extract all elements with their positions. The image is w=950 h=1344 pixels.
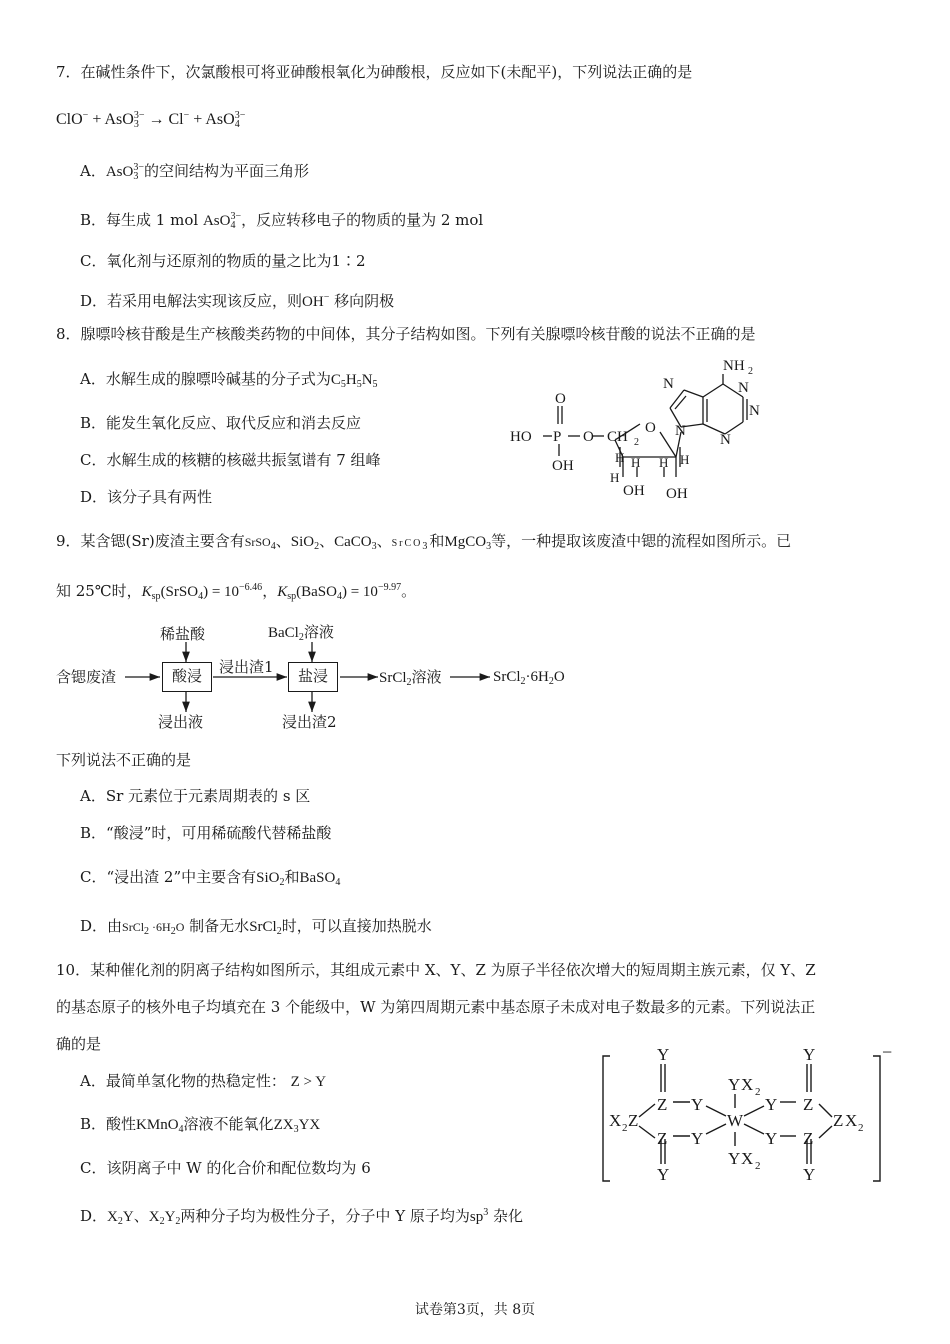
q10-option-d: D．$X_2Y$、$X_2Y_2$两种分子均为极性分子，分子中 Y 原子均为$sp^3$ 杂化 bbox=[80, 1207, 524, 1227]
svg-text:Y: Y bbox=[728, 1075, 741, 1094]
svg-text:2: 2 bbox=[755, 1160, 761, 1172]
q8-stem: 8．腺嘌呤核苷酸是生产核酸类药物的中间体，其分子结构如图。下列有关腺嘌呤核苷酸的说法不正确的是 bbox=[56, 325, 756, 343]
svg-text:N: N bbox=[663, 376, 674, 392]
svg-text:H: H bbox=[680, 452, 690, 467]
svg-text:Z: Z bbox=[657, 1129, 668, 1148]
flow-box-acid-leach: 酸浸 bbox=[162, 662, 212, 692]
svg-text:H: H bbox=[631, 455, 641, 470]
q9-option-a: A．Sr 元素位于元素周期表的 s 区 bbox=[80, 787, 311, 805]
svg-text:Z: Z bbox=[803, 1095, 814, 1114]
svg-text:O: O bbox=[555, 391, 566, 407]
svg-text:OH: OH bbox=[552, 458, 574, 474]
svg-text:N: N bbox=[738, 380, 749, 396]
svg-text:Y: Y bbox=[691, 1129, 704, 1148]
flow-box-salt-leach: 盐浸 bbox=[288, 662, 338, 692]
svg-text:−: − bbox=[882, 1044, 893, 1062]
svg-text:O: O bbox=[583, 429, 594, 445]
q8-option-d: D．该分子具有两性 bbox=[80, 488, 213, 506]
svg-text:2: 2 bbox=[634, 437, 639, 448]
q9-option-c: C．“浸出渣 2”中主要含有SiO$_2$和BaSO$_4$ bbox=[80, 868, 341, 888]
svg-text:N: N bbox=[720, 432, 731, 448]
flow-input: 含锶废渣 bbox=[56, 668, 117, 686]
svg-text:O: O bbox=[645, 420, 656, 436]
q7-option-c: C．氧化剂与还原剂的物质的量之比为1∶2 bbox=[80, 252, 366, 270]
q7-option-b: B．每生成 1 mol AsO$_4^{3-}$，反应转移电子的物质的量为 2 mol bbox=[80, 211, 484, 231]
q9-known-data: 知 25℃时，$K_{sp}(SrSO_4) = 10^{-6.46}$，$K_{sp}(BaSO_4) = 10^{-9.97}$。 bbox=[56, 582, 417, 602]
svg-text:2: 2 bbox=[858, 1122, 864, 1134]
flow-residue-1: 浸出渣1 bbox=[219, 658, 274, 676]
flow-leachate: 浸出液 bbox=[158, 713, 204, 731]
svg-text:Y: Y bbox=[657, 1165, 670, 1184]
q8-option-b: B．能发生氧化反应、取代反应和消去反应 bbox=[80, 414, 362, 432]
svg-text:Y: Y bbox=[765, 1129, 778, 1148]
svg-text:2: 2 bbox=[748, 366, 753, 377]
svg-text:Y: Y bbox=[765, 1095, 778, 1114]
svg-text:W: W bbox=[727, 1111, 744, 1130]
svg-text:X: X bbox=[741, 1075, 754, 1094]
q10-stem-line1: 10．某种催化剂的阴离子结构如图所示，其组成元素中 X、Y、Z 为原子半径依次增大的短周期主族元素，仅 Y、Z bbox=[56, 961, 816, 979]
svg-text:X: X bbox=[845, 1111, 858, 1130]
q8-option-c: C．水解生成的核糖的核磁共振氢谱有 7 组峰 bbox=[80, 451, 381, 469]
anion-structure-diagram bbox=[598, 1044, 898, 1189]
svg-text:OH: OH bbox=[623, 483, 645, 499]
flow-residue-2: 浸出渣2 bbox=[282, 713, 337, 731]
svg-text:NH: NH bbox=[723, 358, 745, 374]
q10-stem-line3: 确的是 bbox=[56, 1035, 102, 1053]
q7-option-d: D．若采用电解法实现该反应，则OH− 移向阴极 bbox=[80, 292, 395, 310]
q9-option-d: D．由SrCl$_2$ $\cdot 6H_2O$ 制备无水SrCl$_2$时，可以直接加热脱水 bbox=[80, 917, 432, 937]
svg-text:P: P bbox=[553, 429, 562, 445]
svg-text:Y: Y bbox=[657, 1045, 670, 1064]
svg-text:Y: Y bbox=[803, 1165, 816, 1184]
q10-option-c: C．该阴离子中 W 的化合价和配位数均为 6 bbox=[80, 1159, 371, 1177]
svg-text:Z: Z bbox=[833, 1111, 844, 1130]
q10-stem-line2: 的基态原子的核外电子均填充在 3 个能级中，W 为第四周期元素中基态原子未成对电子数最多的元素。下列说法正 bbox=[56, 998, 816, 1016]
svg-text:HO: HO bbox=[510, 429, 532, 445]
flow-reagent-bacl2: BaCl$_2$溶液 bbox=[268, 623, 334, 643]
svg-text:OH: OH bbox=[666, 486, 688, 502]
q8-option-a: A．水解生成的腺嘌呤碱基的分子式为$C_5H_5N_5$ bbox=[80, 370, 378, 390]
q7-stem: 7．在碱性条件下，次氯酸根可将亚砷酸根氧化为砷酸根，反应如下(未配平)，下列说法正确的是 bbox=[56, 63, 693, 81]
page-footer: 试卷第3页，共 8页 bbox=[414, 1302, 536, 1318]
svg-text:2: 2 bbox=[755, 1086, 761, 1098]
svg-text:N: N bbox=[749, 403, 760, 419]
q10-option-b: B．酸性KMnO$_4$溶液不能氧化$ZX_3YX$ bbox=[80, 1115, 321, 1135]
svg-text:H: H bbox=[610, 470, 620, 485]
flow-srcl2-hydrate: $SrCl_2\cdot 6H_2O$ bbox=[493, 669, 565, 687]
svg-text:Y: Y bbox=[691, 1095, 704, 1114]
q9-lead: 下列说法不正确的是 bbox=[56, 751, 192, 769]
svg-text:Z: Z bbox=[657, 1095, 668, 1114]
q7-equation: ClO− + AsO$_3^{3-}$ → Cl− + AsO$_4^{3-}$ bbox=[56, 110, 246, 130]
svg-text:Z: Z bbox=[803, 1129, 814, 1148]
flow-srcl2-solution: SrCl$_2$溶液 bbox=[379, 668, 442, 688]
flow-reagent-hcl: 稀盐酸 bbox=[160, 625, 206, 643]
adenosine-monophosphate-structure bbox=[500, 352, 790, 502]
svg-text:CH: CH bbox=[607, 429, 628, 445]
svg-text:Z: Z bbox=[628, 1111, 639, 1130]
svg-text:Y: Y bbox=[803, 1045, 816, 1064]
q9-option-b: B．“酸浸”时，可用稀硫酸代替稀盐酸 bbox=[80, 824, 332, 842]
q10-option-a: A．最简单氢化物的热稳定性： Z > Y bbox=[80, 1072, 327, 1090]
q9-stem: 9．某含锶(Sr)废渣主要含有SrSO$_4$、SiO$_2$、CaCO$_3$、SrCO$_3$和MgCO$_3$等，一种提取该废渣中锶的流程如图所示。已 bbox=[56, 532, 792, 552]
svg-text:X: X bbox=[609, 1111, 622, 1130]
svg-text:2: 2 bbox=[622, 1122, 628, 1134]
svg-text:X: X bbox=[741, 1149, 754, 1168]
q7-option-a: A．AsO$_3^{3-}$的空间结构为平面三角形 bbox=[80, 162, 310, 182]
svg-text:Y: Y bbox=[728, 1149, 741, 1168]
svg-text:N: N bbox=[675, 423, 686, 439]
svg-text:H: H bbox=[659, 455, 669, 470]
svg-text:H: H bbox=[615, 450, 625, 465]
